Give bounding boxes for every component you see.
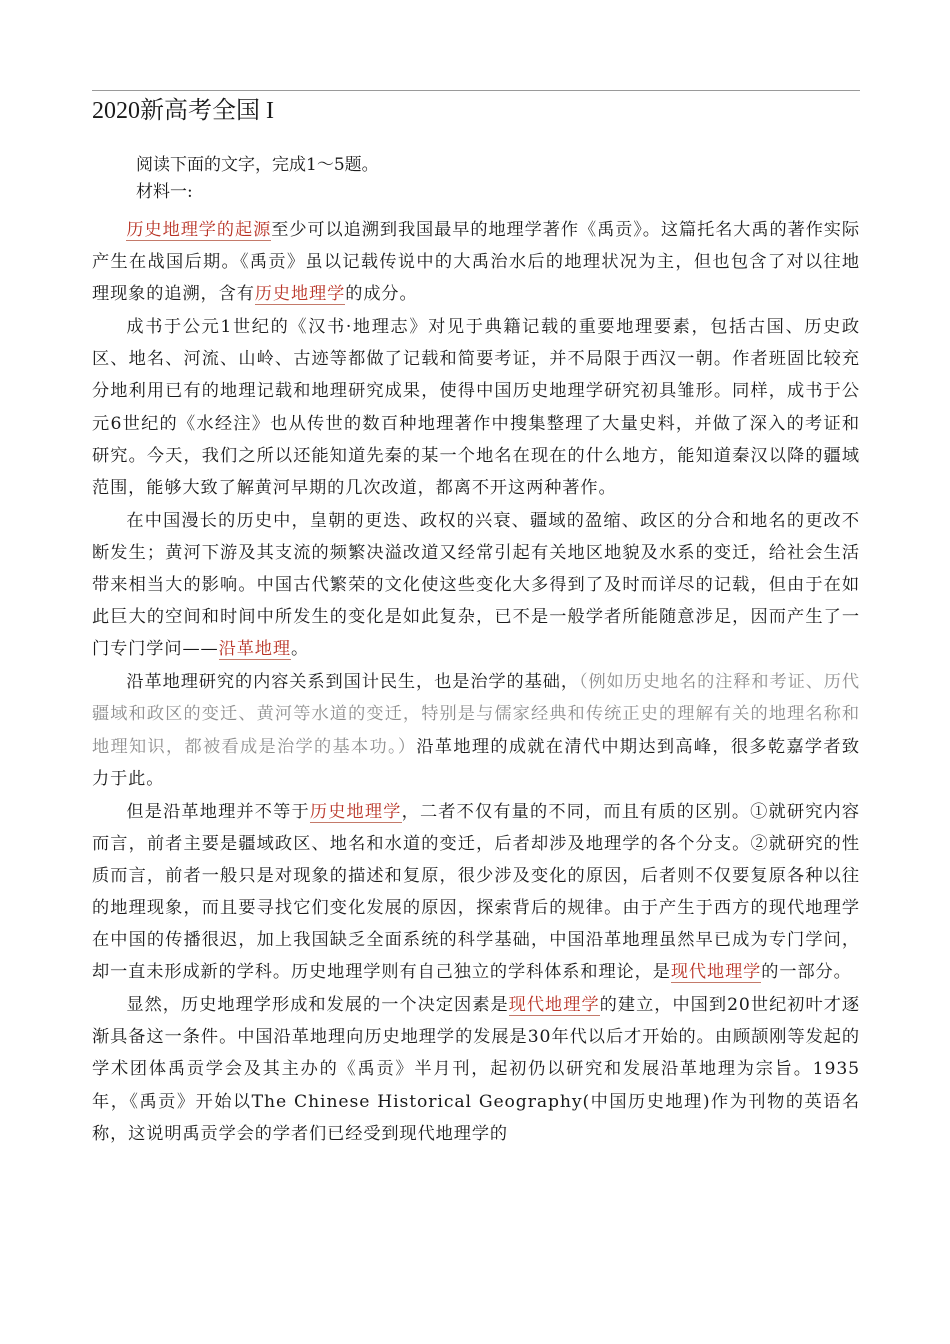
paragraph-text: 成书于公元1世纪的《汉书·地理志》对见于典籍记载的重要地理要素，包括古国、历史政区、地名、河流、山岭、古迹等都做了记载和简要考证，并不局限于西汉一朝。作者班固比较充分地利用已有的地理记载和地理研究成果，使得中国历史地理学研究初具雏形。同样，成书于公元6世纪的《水经注》也从传世的数百种地理著作中搜集整理了大量史料，并做了深入的考证和研究。今天，我们之所以还能知道先秦的某一个地名在现在的什么地方，能知道秦汉以降的疆域范围，能够大致了解黄河早期的几次改道，都离不开这两种著作。 xyxy=(92,317,860,498)
paragraph-text: ，二者不仅有量的不同，而且有质的区别。①就研究内容而言，前者主要是疆域政区、地名和水道的变迁，后者却涉及地理学的各个分支。②就研究的性质而言，前者一般只是对现象的描述和复原，很少涉及变化的原因，后者则不仅要复原各种以往的地理现象，而且要寻找它们变化发展的原因，探索背后的规律。由于产生于西方的现代地理学在中国的传播很迟，加上我国缺乏全面系统的科学基础，中国沿革地理虽然早已成为专门学问，却一直未形成新的学科。历史地理学则有自己独立的学科体系和理论，是 xyxy=(92,801,860,983)
parenthetical-note: （例如历史地名的注释和考证、历代疆域和政区的变迁、黄河等水道的变迁，特别是与儒家经典和传统正史的理解有关的地理名称和地理知识，都被看成是治学的基本功。） xyxy=(92,672,860,757)
instruction-text: 阅读下面的文字，完成1～5题。 xyxy=(136,155,379,175)
paragraph-text: 的建立，中国到20世纪初叶才逐渐具备这一条件。中国沿革地理向历史地理学的发展是30年代以后才开始的。由顾颉刚等发起的学术团体禹贡学会及其主办的《禹贡》半月刊，起初仍以研究和发展沿革地理为宗旨。1935年，《禹贡》开始以The Chinese Historical Geography(中国历史地理)作为刊物的英语名称，这说明禹贡学会的学者们已经受到现代地理学的 xyxy=(92,995,860,1144)
paragraph-text: 的成分。 xyxy=(345,284,418,305)
paragraph-text: 的一部分。 xyxy=(761,962,852,983)
paragraph-text: 但是沿革地理并不等于 xyxy=(126,801,310,822)
highlight-term: 历史地理学 xyxy=(309,801,402,822)
highlight-term: 历史地理学 xyxy=(254,284,346,305)
highlight-term: 沿革地理 xyxy=(218,639,291,660)
material-label: 材料一: xyxy=(136,182,193,202)
highlight-term: 历史地理学的起源 xyxy=(126,220,272,240)
paragraph-6 xyxy=(92,989,860,1149)
paragraph-3 xyxy=(92,505,860,665)
page-title: 2020新高考全国 I xyxy=(92,98,274,124)
paragraph-text: 沿革地理的成就在清代中期达到高峰，很多乾嘉学者致力于此。 xyxy=(92,736,860,789)
paragraph-1 xyxy=(92,214,860,310)
highlight-term: 现代地理学 xyxy=(670,962,762,983)
paragraph-text: 显然，历史地理学形成和发展的一个决定因素是 xyxy=(126,995,509,1016)
highlight-term: 现代地理学 xyxy=(508,995,600,1016)
paragraph-text: 。 xyxy=(290,639,310,660)
header-rule xyxy=(92,90,860,91)
paragraph-2 xyxy=(92,311,860,504)
paragraph-text: 至少可以追溯到我国最早的地理学著作《禹贡》。这篇托名大禹的著作实际产生在战国后期。《禹贡》虽以记载传说中的大禹治水后的地理状况为主，但也包含了对以往地理现象的追溯，含有 xyxy=(92,220,860,305)
paragraph-text: 沿革地理研究的内容关系到国计民生，也是治学的基础， xyxy=(126,672,579,693)
paragraph-5 xyxy=(92,796,860,989)
paragraph-text: 在中国漫长的历史中，皇朝的更迭、政权的兴衰、疆域的盈缩、政区的分合和地名的更改不断发生；黄河下游及其支流的频繁决溢改道又经常引起有关地区地貌及水系的变迁，给社会生活带来相当大的影响。中国古代繁荣的文化使这些变化大多得到了及时而详尽的记载，但由于在如此巨大的空间和时间中所发生的变化是如此复杂，已不是一般学者所能随意涉足，因而产生了一门专门学问—— xyxy=(92,510,860,660)
paragraph-4 xyxy=(92,666,860,794)
article-body xyxy=(92,214,860,1151)
intro xyxy=(136,152,379,206)
